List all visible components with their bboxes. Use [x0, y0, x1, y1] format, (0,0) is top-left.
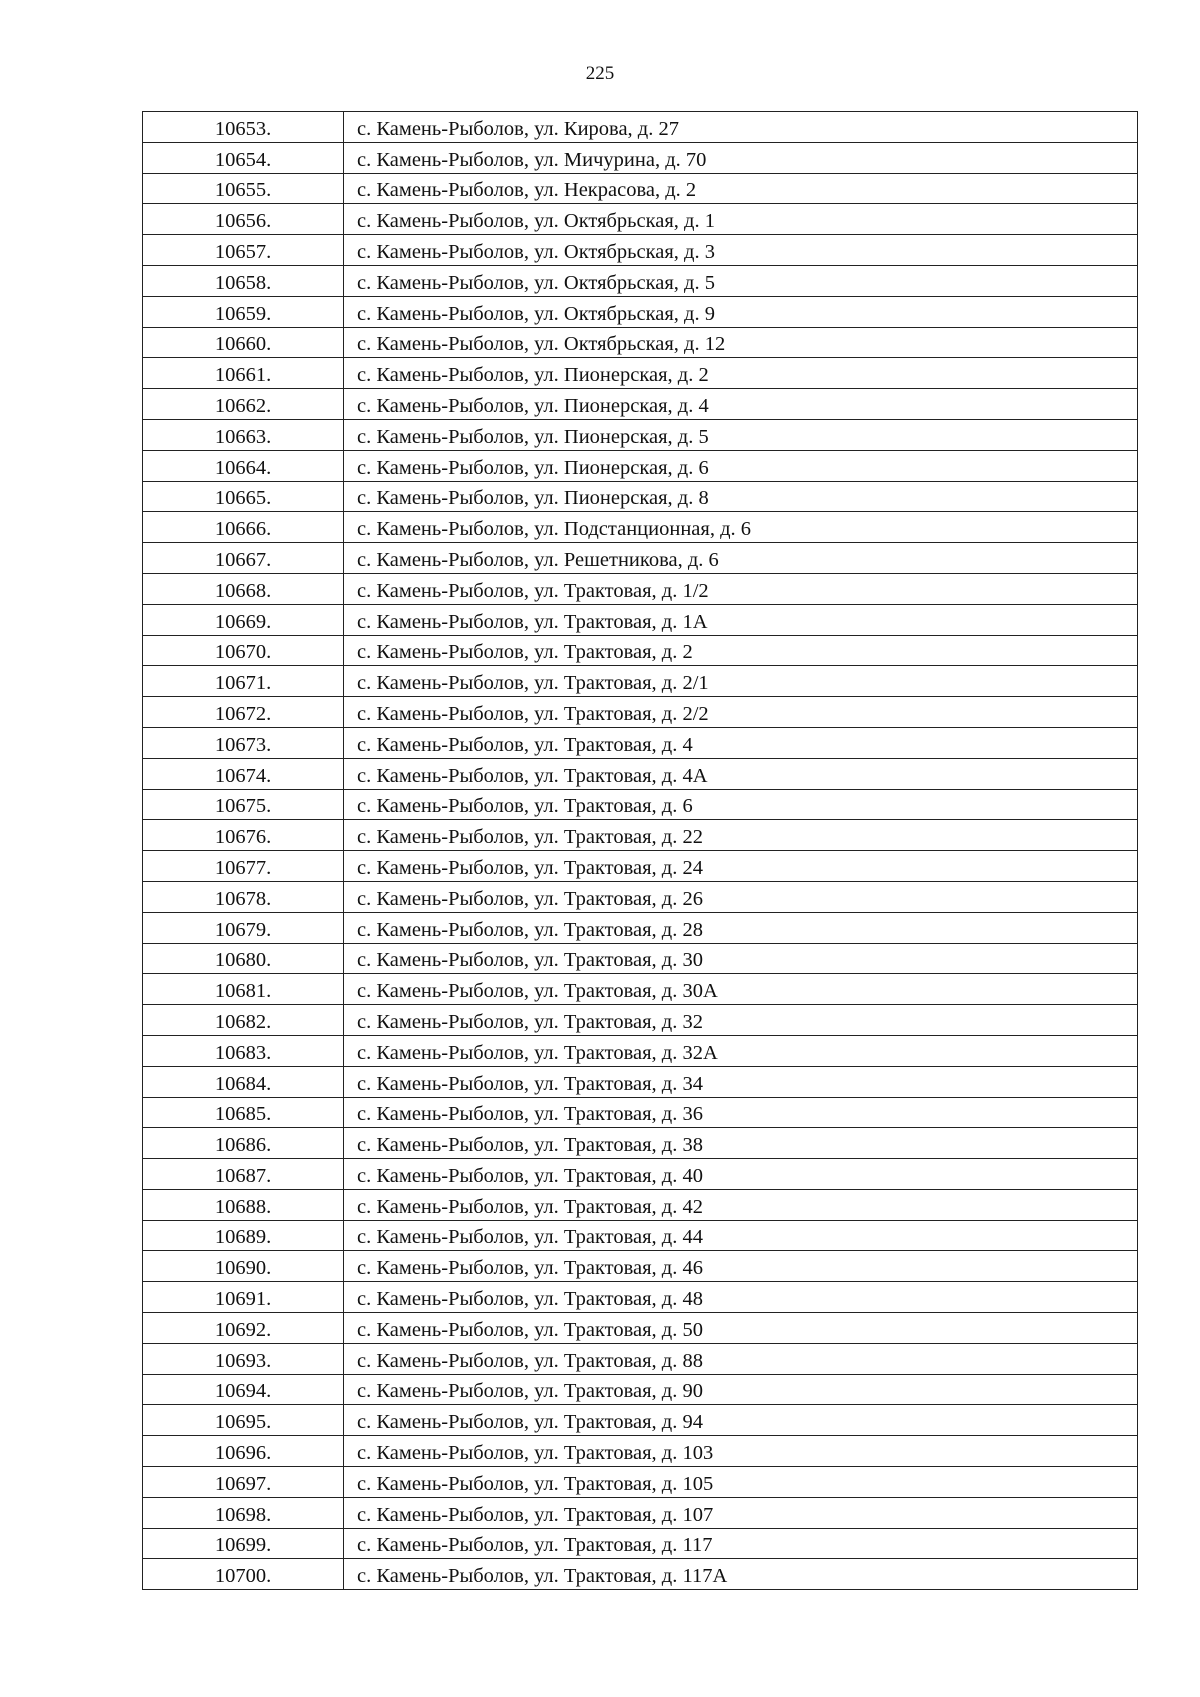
- row-number-cell: 10690.: [143, 1251, 344, 1282]
- table-row: [143, 1467, 1138, 1498]
- row-number-cell: 10675.: [143, 789, 344, 820]
- row-number-cell: 10680.: [143, 943, 344, 974]
- table-row: [143, 173, 1138, 204]
- address-cell: с. Камень-Рыболов, ул. Трактовая, д. 117А: [344, 1559, 1138, 1590]
- row-number-cell: 10676.: [143, 820, 344, 851]
- table-row: [143, 204, 1138, 235]
- row-number-cell: 10666.: [143, 512, 344, 543]
- table-row: [143, 1128, 1138, 1159]
- table-row: [143, 1374, 1138, 1405]
- address-cell: с. Камень-Рыболов, ул. Трактовая, д. 24: [344, 851, 1138, 882]
- row-number-cell: 10657.: [143, 235, 344, 266]
- table-row: [143, 1343, 1138, 1374]
- row-number-cell: 10697.: [143, 1467, 344, 1498]
- table-row: [143, 1189, 1138, 1220]
- address-cell: с. Камень-Рыболов, ул. Октябрьская, д. 3: [344, 235, 1138, 266]
- address-cell: с. Камень-Рыболов, ул. Некрасова, д. 2: [344, 173, 1138, 204]
- table-row: [143, 758, 1138, 789]
- row-number-cell: 10681.: [143, 974, 344, 1005]
- row-number-cell: 10683.: [143, 1035, 344, 1066]
- table-row: [143, 820, 1138, 851]
- table-row: [143, 789, 1138, 820]
- table-row: [143, 881, 1138, 912]
- row-number-cell: 10688.: [143, 1189, 344, 1220]
- address-cell: с. Камень-Рыболов, ул. Трактовая, д. 40: [344, 1159, 1138, 1190]
- address-cell: с. Камень-Рыболов, ул. Трактовая, д. 38: [344, 1128, 1138, 1159]
- address-cell: с. Камень-Рыболов, ул. Пионерская, д. 6: [344, 450, 1138, 481]
- table-row: [143, 1251, 1138, 1282]
- address-cell: с. Камень-Рыболов, ул. Трактовая, д. 103: [344, 1436, 1138, 1467]
- row-number-cell: 10658.: [143, 265, 344, 296]
- table-row: [143, 635, 1138, 666]
- address-cell: с. Камень-Рыболов, ул. Трактовая, д. 48: [344, 1282, 1138, 1313]
- address-cell: с. Камень-Рыболов, ул. Трактовая, д. 32А: [344, 1035, 1138, 1066]
- address-cell: с. Камень-Рыболов, ул. Трактовая, д. 32: [344, 1005, 1138, 1036]
- table-row: [143, 727, 1138, 758]
- row-number-cell: 10689.: [143, 1220, 344, 1251]
- row-number-cell: 10672.: [143, 697, 344, 728]
- address-cell: с. Камень-Рыболов, ул. Трактовая, д. 105: [344, 1467, 1138, 1498]
- address-cell: с. Камень-Рыболов, ул. Трактовая, д. 6: [344, 789, 1138, 820]
- address-cell: с. Камень-Рыболов, ул. Трактовая, д. 2: [344, 635, 1138, 666]
- table-row: [143, 142, 1138, 173]
- row-number-cell: 10656.: [143, 204, 344, 235]
- table-row: [143, 1159, 1138, 1190]
- row-number-cell: 10659.: [143, 296, 344, 327]
- table-row: [143, 265, 1138, 296]
- row-number-cell: 10687.: [143, 1159, 344, 1190]
- address-cell: с. Камень-Рыболов, ул. Трактовая, д. 90: [344, 1374, 1138, 1405]
- table-row: [143, 1528, 1138, 1559]
- row-number-cell: 10670.: [143, 635, 344, 666]
- address-cell: с. Камень-Рыболов, ул. Трактовая, д. 88: [344, 1343, 1138, 1374]
- row-number-cell: 10691.: [143, 1282, 344, 1313]
- row-number-cell: 10668.: [143, 573, 344, 604]
- address-cell: с. Камень-Рыболов, ул. Подстанционная, д. 6: [344, 512, 1138, 543]
- table-row: [143, 327, 1138, 358]
- address-table-body: [143, 112, 1138, 1590]
- row-number-cell: 10685.: [143, 1097, 344, 1128]
- table-row: [143, 1066, 1138, 1097]
- row-number-cell: 10655.: [143, 173, 344, 204]
- table-row: [143, 450, 1138, 481]
- table-row: [143, 1313, 1138, 1344]
- address-cell: с. Камень-Рыболов, ул. Октябрьская, д. 1: [344, 204, 1138, 235]
- row-number-cell: 10664.: [143, 450, 344, 481]
- address-cell: с. Камень-Рыболов, ул. Трактовая, д. 26: [344, 881, 1138, 912]
- row-number-cell: 10679.: [143, 912, 344, 943]
- row-number-cell: 10653.: [143, 112, 344, 143]
- table-row: [143, 389, 1138, 420]
- address-cell: с. Камень-Рыболов, ул. Кирова, д. 27: [344, 112, 1138, 143]
- row-number-cell: 10698.: [143, 1497, 344, 1528]
- address-cell: с. Камень-Рыболов, ул. Трактовая, д. 44: [344, 1220, 1138, 1251]
- address-cell: с. Камень-Рыболов, ул. Трактовая, д. 2/1: [344, 666, 1138, 697]
- table-row: [143, 851, 1138, 882]
- address-cell: с. Камень-Рыболов, ул. Октябрьская, д. 5: [344, 265, 1138, 296]
- row-number-cell: 10678.: [143, 881, 344, 912]
- table-row: [143, 1405, 1138, 1436]
- address-cell: с. Камень-Рыболов, ул. Трактовая, д. 22: [344, 820, 1138, 851]
- address-cell: с. Камень-Рыболов, ул. Трактовая, д. 1А: [344, 604, 1138, 635]
- address-cell: с. Камень-Рыболов, ул. Трактовая, д. 117: [344, 1528, 1138, 1559]
- address-cell: с. Камень-Рыболов, ул. Трактовая, д. 94: [344, 1405, 1138, 1436]
- address-cell: с. Камень-Рыболов, ул. Трактовая, д. 4: [344, 727, 1138, 758]
- row-number-cell: 10696.: [143, 1436, 344, 1467]
- table-row: [143, 1097, 1138, 1128]
- row-number-cell: 10700.: [143, 1559, 344, 1590]
- row-number-cell: 10671.: [143, 666, 344, 697]
- address-cell: с. Камень-Рыболов, ул. Решетникова, д. 6: [344, 543, 1138, 574]
- table-row: [143, 943, 1138, 974]
- address-cell: с. Камень-Рыболов, ул. Трактовая, д. 28: [344, 912, 1138, 943]
- address-table: [142, 111, 1138, 1590]
- address-cell: с. Камень-Рыболов, ул. Трактовая, д. 2/2: [344, 697, 1138, 728]
- table-row: [143, 1559, 1138, 1590]
- row-number-cell: 10694.: [143, 1374, 344, 1405]
- table-row: [143, 235, 1138, 266]
- page-number: 225: [585, 63, 615, 84]
- row-number-cell: 10667.: [143, 543, 344, 574]
- table-row: [143, 697, 1138, 728]
- row-number-cell: 10682.: [143, 1005, 344, 1036]
- row-number-cell: 10674.: [143, 758, 344, 789]
- row-number-cell: 10673.: [143, 727, 344, 758]
- address-cell: с. Камень-Рыболов, ул. Трактовая, д. 30А: [344, 974, 1138, 1005]
- table-row: [143, 1497, 1138, 1528]
- row-number-cell: 10693.: [143, 1343, 344, 1374]
- table-row: [143, 512, 1138, 543]
- table-row: [143, 573, 1138, 604]
- row-number-cell: 10699.: [143, 1528, 344, 1559]
- table-row: [143, 1005, 1138, 1036]
- table-row: [143, 358, 1138, 389]
- address-cell: с. Камень-Рыболов, ул. Пионерская, д. 8: [344, 481, 1138, 512]
- table-row: [143, 419, 1138, 450]
- row-number-cell: 10654.: [143, 142, 344, 173]
- address-cell: с. Камень-Рыболов, ул. Пионерская, д. 4: [344, 389, 1138, 420]
- table-row: [143, 1035, 1138, 1066]
- row-number-cell: 10661.: [143, 358, 344, 389]
- table-row: [143, 543, 1138, 574]
- row-number-cell: 10663.: [143, 419, 344, 450]
- address-cell: с. Камень-Рыболов, ул. Трактовая, д. 36: [344, 1097, 1138, 1128]
- table-row: [143, 666, 1138, 697]
- address-cell: с. Камень-Рыболов, ул. Трактовая, д. 1/2: [344, 573, 1138, 604]
- row-number-cell: 10665.: [143, 481, 344, 512]
- row-number-cell: 10686.: [143, 1128, 344, 1159]
- row-number-cell: 10692.: [143, 1313, 344, 1344]
- address-cell: с. Камень-Рыболов, ул. Пионерская, д. 2: [344, 358, 1138, 389]
- address-cell: с. Камень-Рыболов, ул. Мичурина, д. 70: [344, 142, 1138, 173]
- row-number-cell: 10660.: [143, 327, 344, 358]
- table-row: [143, 1220, 1138, 1251]
- address-cell: с. Камень-Рыболов, ул. Трактовая, д. 4А: [344, 758, 1138, 789]
- table-row: [143, 974, 1138, 1005]
- table-row: [143, 481, 1138, 512]
- address-cell: с. Камень-Рыболов, ул. Трактовая, д. 34: [344, 1066, 1138, 1097]
- table-row: [143, 604, 1138, 635]
- table-row: [143, 296, 1138, 327]
- row-number-cell: 10669.: [143, 604, 344, 635]
- address-cell: с. Камень-Рыболов, ул. Октябрьская, д. 9: [344, 296, 1138, 327]
- row-number-cell: 10684.: [143, 1066, 344, 1097]
- table-row: [143, 912, 1138, 943]
- table-row: [143, 112, 1138, 143]
- address-cell: с. Камень-Рыболов, ул. Трактовая, д. 46: [344, 1251, 1138, 1282]
- address-cell: с. Камень-Рыболов, ул. Трактовая, д. 50: [344, 1313, 1138, 1344]
- address-cell: с. Камень-Рыболов, ул. Пионерская, д. 5: [344, 419, 1138, 450]
- address-cell: с. Камень-Рыболов, ул. Трактовая, д. 42: [344, 1189, 1138, 1220]
- row-number-cell: 10695.: [143, 1405, 344, 1436]
- row-number-cell: 10677.: [143, 851, 344, 882]
- table-row: [143, 1436, 1138, 1467]
- row-number-cell: 10662.: [143, 389, 344, 420]
- table-row: [143, 1282, 1138, 1313]
- address-cell: с. Камень-Рыболов, ул. Октябрьская, д. 12: [344, 327, 1138, 358]
- address-cell: с. Камень-Рыболов, ул. Трактовая, д. 107: [344, 1497, 1138, 1528]
- address-cell: с. Камень-Рыболов, ул. Трактовая, д. 30: [344, 943, 1138, 974]
